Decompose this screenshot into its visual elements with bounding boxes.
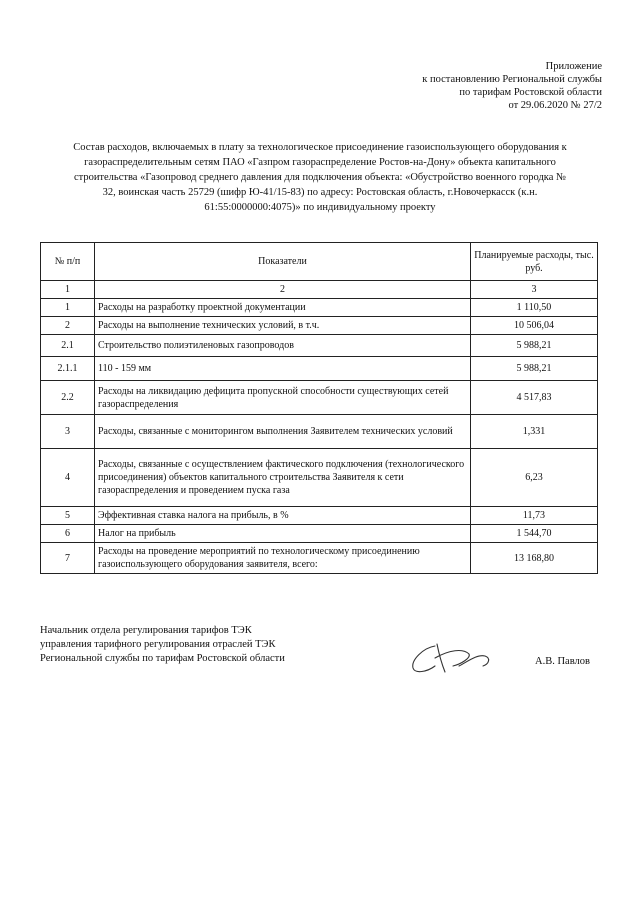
row-name: Строительство полиэтиленовых газопроводов — [95, 335, 471, 357]
annex-line: к постановлению Региональной службы — [422, 74, 602, 85]
signatory-position — [40, 624, 285, 666]
handwritten-signature — [405, 636, 495, 678]
row-num: 3 — [41, 415, 95, 449]
row-num: 2.1.1 — [41, 357, 95, 381]
row-value: 11,73 — [471, 507, 598, 525]
index-value: 3 — [471, 281, 598, 299]
row-num: 2.2 — [41, 381, 95, 415]
annex-header — [422, 60, 602, 112]
table-row — [41, 415, 598, 449]
row-name: Расходы на проведение мероприятий по технологическому присоединению газоиспользующего оборудования заявителя, всего: — [95, 543, 471, 574]
index-num: 1 — [41, 281, 95, 299]
row-value: 1 110,50 — [471, 299, 598, 317]
title-line: Состав расходов, включаемых в плату за технологическое присоединение газоиспользующего оборудования к — [73, 142, 567, 153]
position-line: Региональной службы по тарифам Ростовской области — [40, 653, 285, 664]
row-name: Налог на прибыль — [95, 525, 471, 543]
row-num: 6 — [41, 525, 95, 543]
table-row-total — [41, 543, 598, 574]
signer-name: А.В. Павлов — [535, 656, 590, 667]
position-line: управления тарифного регулирования отраслей ТЭК — [40, 639, 276, 650]
row-name: Расходы на выполнение технических условий, в т.ч. — [95, 317, 471, 335]
table-row — [41, 357, 598, 381]
row-value: 5 988,21 — [471, 357, 598, 381]
title-line: 61:55:0000000:4075)» по индивидуальному проекту — [204, 202, 436, 213]
row-value: 5 988,21 — [471, 335, 598, 357]
row-num: 7 — [41, 543, 95, 574]
table-row — [41, 525, 598, 543]
table-index-row — [41, 281, 598, 299]
title-line: строительства «Газопровод среднего давления для подключения объекта: «Обустройство военного городка № — [73, 172, 567, 183]
table-header-row — [41, 243, 598, 281]
costs-table — [40, 242, 598, 574]
row-num: 4 — [41, 449, 95, 507]
row-value: 6,23 — [471, 449, 598, 507]
table-row — [41, 335, 598, 357]
row-value: 10 506,04 — [471, 317, 598, 335]
header-value: Планируемые расходы, тыс. руб. — [471, 243, 598, 281]
row-name: Расходы на разработку проектной документации — [95, 299, 471, 317]
annex-line: по тарифам Ростовской области — [459, 87, 602, 98]
row-num: 2.1 — [41, 335, 95, 357]
table-row — [41, 299, 598, 317]
annex-line: Приложение — [545, 61, 602, 72]
header-name: Показатели — [95, 243, 471, 281]
row-name: Эффективная ставка налога на прибыль, в % — [95, 507, 471, 525]
row-value: 13 168,80 — [471, 543, 598, 574]
annex-date-line: от 29.06.2020 № 27/2 — [508, 100, 602, 111]
row-value: 1 544,70 — [471, 525, 598, 543]
row-name: 110 - 159 мм — [95, 357, 471, 381]
row-value: 1,331 — [471, 415, 598, 449]
table-row — [41, 317, 598, 335]
row-num: 2 — [41, 317, 95, 335]
row-num: 1 — [41, 299, 95, 317]
table-row — [41, 507, 598, 525]
table-row — [41, 449, 598, 507]
title-line: газораспределительным сетям ПАО «Газпром газораспределение Ростов-на-Дону» объекта капитального — [84, 157, 556, 168]
row-name: Расходы на ликвидацию дефицита пропускной способности существующих сетей газораспределения — [95, 381, 471, 415]
document-title — [40, 140, 600, 215]
row-name: Расходы, связанные с осуществлением фактического подключения (технологического присоединения) объектов капитального строительства Заявителя к сети газораспределения и проведением пуска газа — [95, 449, 471, 507]
index-name: 2 — [95, 281, 471, 299]
header-num: № п/п — [41, 243, 95, 281]
row-name: Расходы, связанные с мониторингом выполнения Заявителем технических условий — [95, 415, 471, 449]
position-line: Начальник отдела регулирования тарифов ТЭК — [40, 625, 252, 636]
row-num: 5 — [41, 507, 95, 525]
row-value: 4 517,83 — [471, 381, 598, 415]
table-row — [41, 381, 598, 415]
title-line: 32, воинская часть 25729 (шифр Ю-41/15-83) по адресу: Ростовская область, г.Новочеркасск (к.н. — [102, 187, 538, 198]
